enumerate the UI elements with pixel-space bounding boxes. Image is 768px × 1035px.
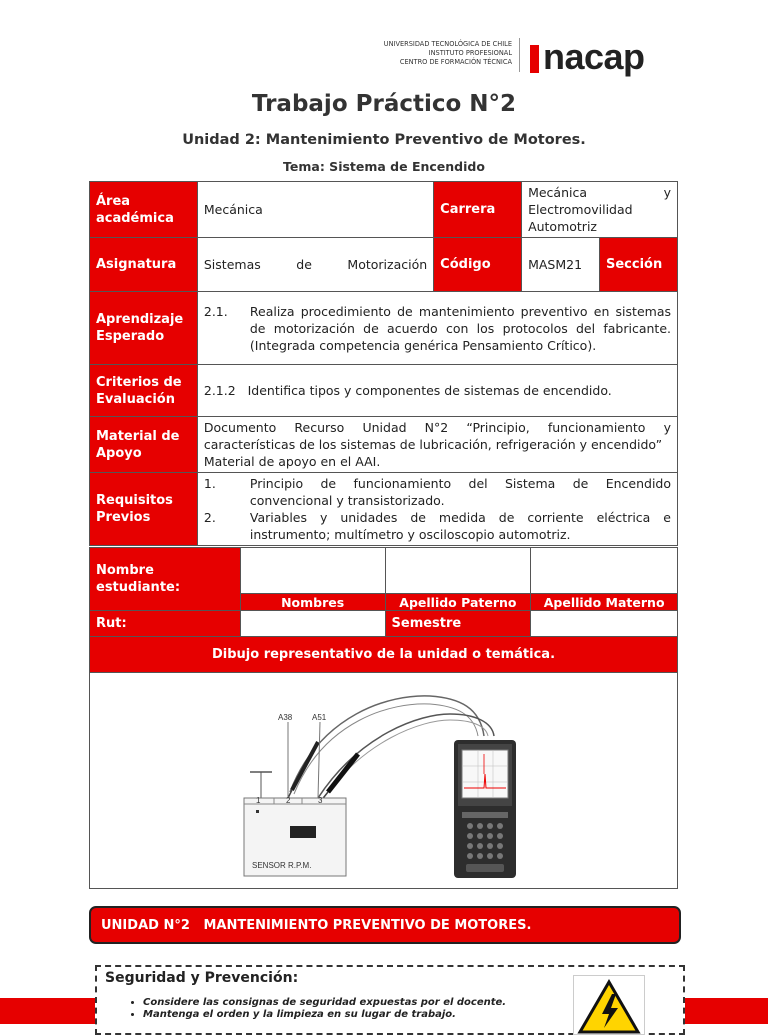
asignatura-value: Sistemas de Motorización xyxy=(197,238,433,292)
area-label: Área académica xyxy=(90,182,198,238)
requisitos-cell xyxy=(197,473,677,546)
apellido-paterno-label: Apellido Paterno xyxy=(385,594,531,611)
inacap-logo-mark-icon xyxy=(530,45,539,73)
safety-box xyxy=(95,965,685,1035)
probe-2-tip xyxy=(328,754,358,792)
area-value: Mecánica xyxy=(197,182,433,238)
codigo-label: Código xyxy=(434,238,522,292)
nombre-label: Nombre estudiante: xyxy=(90,548,241,611)
safety-item: • Mantenga el orden y la limpieza en su lugar de trabajo. xyxy=(143,1009,506,1021)
inacap-logo-text: nacap xyxy=(543,36,645,77)
page-title: Trabajo Práctico N°2 xyxy=(251,91,517,117)
student-table xyxy=(89,547,678,889)
high-voltage-warning-icon xyxy=(573,975,645,1035)
rut-label: Rut: xyxy=(90,611,241,637)
drawing-cell xyxy=(90,673,678,889)
requisito-item xyxy=(204,475,671,509)
probe-1-tip xyxy=(292,742,318,790)
codigo-value: MASM21 xyxy=(522,238,600,292)
oscilloscope-sensor-drawing xyxy=(90,674,677,888)
unit-banner-text: UNIDAD N°2 MANTENIMIENTO PREVENTIVO DE MOTORES. xyxy=(101,917,532,933)
criterios-value: 2.1.2 Identifica tipos y componentes de sistemas de encendido. xyxy=(197,365,677,417)
semestre-label: Semestre xyxy=(385,611,531,637)
drawing-label: Dibujo representativo de la unidad o temática. xyxy=(90,637,678,673)
material-label: Material de Apoyo xyxy=(90,417,198,473)
carrera-value: Mecánica y Electromovilidad Automotriz xyxy=(522,182,678,238)
seccion-label: Sección xyxy=(600,238,678,292)
material-value-2: Material de apoyo en el AAI. xyxy=(203,454,381,469)
institution-line-1: UNIVERSIDAD TECNOLÓGICA DE CHILE xyxy=(383,40,512,48)
apellido-paterno-input[interactable] xyxy=(385,548,531,594)
semestre-input[interactable] xyxy=(531,611,678,637)
aprendizaje-cell xyxy=(197,292,677,365)
rut-input[interactable] xyxy=(240,611,385,637)
unit-title: Unidad 2: Mantenimiento Preventivo de Motores. xyxy=(182,132,586,148)
pin-2: 2 xyxy=(286,795,291,805)
pin-3: 3 xyxy=(318,795,323,805)
sensor-label: SENSOR R.P.M. xyxy=(252,860,312,870)
nombres-input[interactable] xyxy=(240,548,385,594)
label-a38: A38 xyxy=(278,712,293,722)
unit-banner xyxy=(89,906,681,944)
institution-line-2: INSTITUTO PROFESIONAL xyxy=(428,49,512,57)
apellido-materno-label: Apellido Materno xyxy=(531,594,678,611)
safety-list xyxy=(125,997,506,1021)
apellido-materno-input[interactable] xyxy=(531,548,678,594)
logo-divider xyxy=(519,38,520,72)
aprendizaje-label: Aprendizaje Esperado xyxy=(90,292,198,365)
institution-text xyxy=(330,40,512,67)
course-info-table xyxy=(89,181,678,546)
institution-line-3: CENTRO DE FORMACIÓN TÉCNICA xyxy=(399,58,512,66)
aprendizaje-value: Realiza procedimiento de mantenimiento preventivo en sistemas de motorización de acuerdo con los protocolos del fabricante. (Integrada competencia genérica Pensamiento Crítico). xyxy=(249,303,671,353)
requisito-item xyxy=(204,509,671,543)
safety-item: • Considere las consignas de seguridad expuestas por el docente. xyxy=(143,997,506,1009)
safety-title: Seguridad y Prevención: xyxy=(105,970,299,986)
oscilloscope-icon xyxy=(454,740,516,878)
label-a51: A51 xyxy=(312,712,327,722)
pin-1: 1 xyxy=(256,795,261,805)
criterios-label: Criterios de Evaluación xyxy=(90,365,198,417)
inacap-logo xyxy=(530,36,645,78)
requisito-text: Principio de funcionamiento del Sistema de Encendido convencional y transistorizado. xyxy=(249,476,671,508)
carrera-label: Carrera xyxy=(434,182,522,238)
requisito-number: 1. xyxy=(203,476,216,491)
requisito-number: 2. xyxy=(203,510,216,525)
requisitos-label: Requisitos Previos xyxy=(90,473,198,546)
requisito-text: Variables y unidades de medida de corriente eléctrica e instrumento; multímetro y osciloscopio automotriz. xyxy=(249,510,671,542)
aprendizaje-number: 2.1. xyxy=(203,303,228,319)
topic-title: Tema: Sistema de Encendido xyxy=(283,159,485,174)
material-value: Documento Recurso Unidad N°2 “Principio, funcionamiento y características de los sistemas de lubricación, refrigeración y encendido” xyxy=(203,420,671,452)
asignatura-label: Asignatura xyxy=(90,238,198,292)
nombres-label: Nombres xyxy=(240,594,385,611)
material-cell xyxy=(197,417,677,473)
